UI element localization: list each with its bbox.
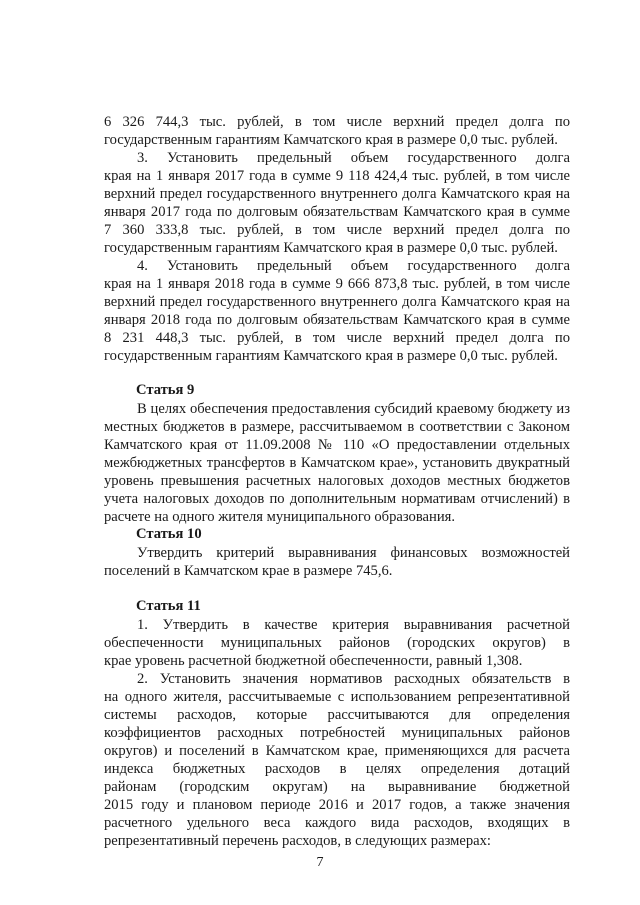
- text-line: января 2018 года по долговым обязательствам Камчатского края в сумме: [104, 312, 570, 328]
- article-9-heading: Статья 9: [136, 382, 195, 398]
- article-11-item-2: [104, 670, 570, 850]
- text-line: округов) и поселений в Камчатском крае, применяющихся для расчета: [104, 743, 570, 759]
- text-line: 7 360 333,8 тыс. рублей, в том числе верхний предел долга по: [104, 222, 570, 238]
- paragraph-item-3: [104, 149, 570, 257]
- text-line: края на 1 января 2018 года в сумме 9 666 873,8 тыс. рублей, в том числе: [104, 276, 570, 292]
- text-line: местных бюджетов в размере, рассчитываемом в соответствии с Законом: [104, 419, 570, 435]
- text-line: 6 326 744,3 тыс. рублей, в том числе верхний предел долга по: [104, 114, 570, 130]
- text-line: Утвердить критерий выравнивания финансовых возможностей: [137, 545, 570, 561]
- paragraph-debt-continuation: [104, 113, 570, 149]
- text-line: края на 1 января 2017 года в сумме 9 118 424,4 тыс. рублей, в том числе: [104, 168, 570, 184]
- text-line: обеспеченности муниципальных районов (городских округов) в: [104, 635, 570, 651]
- text-line: 3. Установить предельный объем государственного долга: [137, 150, 570, 166]
- text-line: межбюджетных трансфертов в Камчатском крае», установить двукратный: [104, 455, 570, 471]
- text-line: на одного жителя, рассчитываемые с использованием репрезентативной: [104, 689, 570, 705]
- text-line: 4. Установить предельный объем государственного долга: [137, 258, 570, 274]
- text-line: уровень превышения расчетных налоговых доходов местных бюджетов: [104, 473, 570, 489]
- text-line: государственным гарантиям Камчатского края в размере 0,0 тыс. рублей.: [104, 132, 558, 148]
- text-line: районам (городским округам) на выравнивание бюджетной: [104, 779, 570, 795]
- page-number: 7: [316, 855, 324, 870]
- text-line: государственным гарантиям Камчатского края в размере 0,0 тыс. рублей.: [104, 348, 558, 364]
- text-line: индекса бюджетных расходов в целях определения дотаций: [104, 761, 570, 777]
- text-line: 2. Установить значения нормативов расходных обязательств в: [137, 671, 570, 687]
- text-line: расчетного удельного веса каждого вида расходов, входящих в: [104, 815, 570, 831]
- text-line: коэффициентов расходных потребностей муниципальных районов: [104, 725, 570, 741]
- article-11-item-1: [104, 616, 570, 670]
- text-line: января 2017 года по долговым обязательствам Камчатского края в сумме: [104, 204, 570, 220]
- text-line: системы расходов, которые рассчитываются для определения: [104, 707, 570, 723]
- article-11-heading: Статья 11: [136, 598, 201, 614]
- article-10-body: [104, 544, 570, 580]
- text-line: В целях обеспечения предоставления субсидий краевому бюджету из: [137, 401, 570, 417]
- text-line: государственным гарантиям Камчатского края в размере 0,0 тыс. рублей.: [104, 240, 558, 256]
- text-line: Камчатского края от 11.09.2008 № 110 «О предоставлении отдельных: [104, 437, 570, 453]
- text-line: поселений в Камчатском крае в размере 745,6.: [104, 563, 393, 579]
- text-line: верхний предел государственного внутреннего долга Камчатского края на: [104, 186, 570, 202]
- paragraph-item-4: [104, 257, 570, 365]
- text-line: 2015 году и плановом периоде 2016 и 2017 годов, а также значения: [104, 797, 570, 813]
- text-line: верхний предел государственного внутреннего долга Камчатского края на: [104, 294, 570, 310]
- article-10-heading: Статья 10: [136, 526, 202, 542]
- text-line: учета налоговых доходов по дополнительным нормативам отчислений) в: [104, 491, 570, 507]
- text-line: расчете на одного жителя муниципального образования.: [104, 509, 456, 525]
- text-line: 1. Утвердить в качестве критерия выравнивания расчетной: [137, 617, 570, 633]
- text-line: репрезентативный перечень расходов, в следующих размерах:: [104, 833, 491, 849]
- text-line: крае уровень расчетной бюджетной обеспеченности, равный 1,308.: [104, 653, 523, 669]
- article-9-body: [104, 400, 570, 526]
- text-line: 8 231 448,3 тыс. рублей, в том числе верхний предел долга по: [104, 330, 570, 346]
